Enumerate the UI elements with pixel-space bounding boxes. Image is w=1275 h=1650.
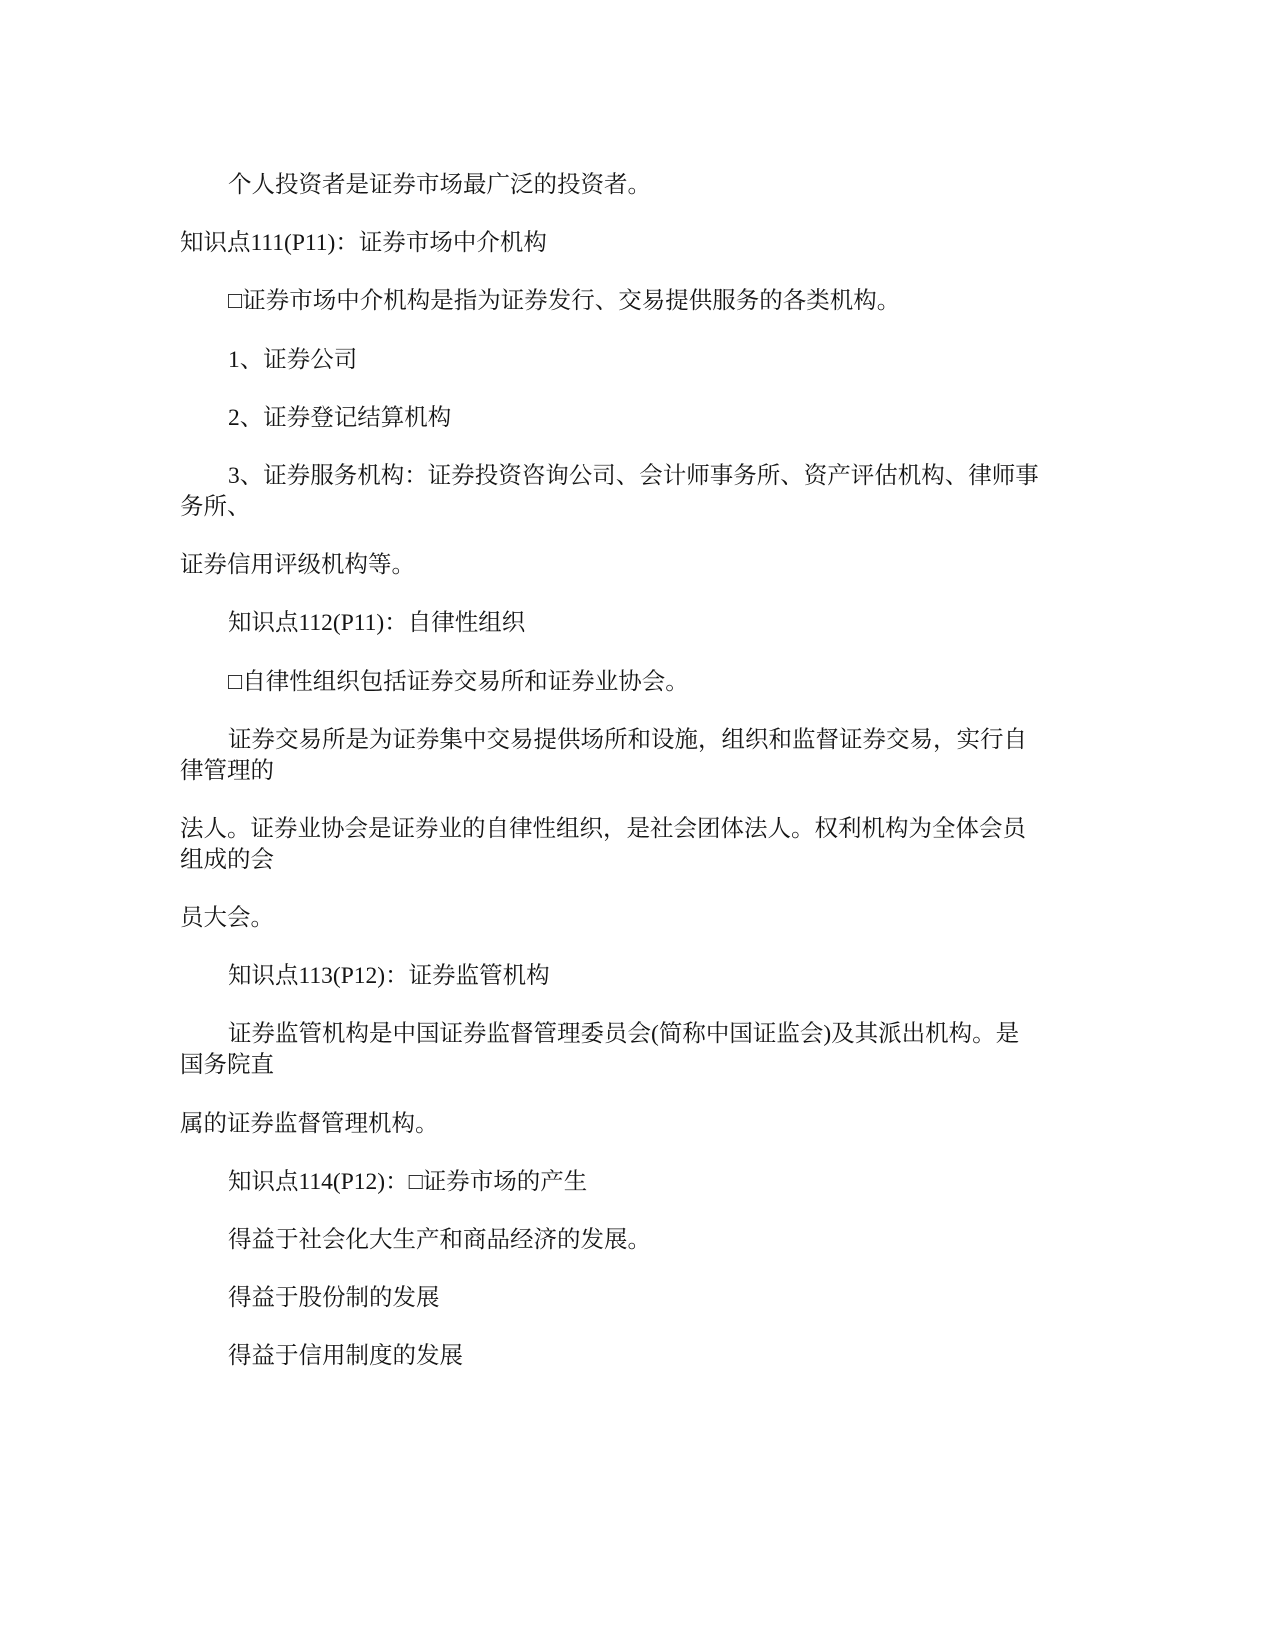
text-line: 组成的会 <box>180 846 274 873</box>
paragraph <box>180 550 1275 581</box>
list-item <box>180 461 1275 523</box>
section-heading <box>180 1167 1275 1198</box>
paragraph <box>180 814 1275 876</box>
list-item <box>180 403 1275 434</box>
text-line: 国务院直 <box>180 1052 274 1079</box>
list-item <box>180 345 1275 376</box>
heading-line: 知识点111(P11)：证券市场中介机构 <box>180 230 547 257</box>
text-line: 得益于信用制度的发展 <box>228 1343 463 1370</box>
text-line: 证券信用评级机构等。 <box>180 552 415 579</box>
paragraph <box>180 286 1275 317</box>
paragraph <box>180 1109 1275 1140</box>
text-line: 2、证券登记结算机构 <box>228 404 452 431</box>
text-line: 务所、 <box>180 493 251 520</box>
paragraph <box>180 1225 1275 1256</box>
paragraph <box>180 1283 1275 1314</box>
text-line: 得益于股份制的发展 <box>228 1285 440 1312</box>
text-line: □自律性组织包括证券交易所和证券业协会。 <box>228 668 689 695</box>
paragraph <box>180 903 1275 934</box>
paragraph <box>180 667 1275 698</box>
paragraph <box>180 725 1275 787</box>
text-line: 得益于社会化大生产和商品经济的发展。 <box>228 1227 651 1253</box>
section-heading <box>180 228 1275 259</box>
section-heading <box>180 961 1275 992</box>
text-line: 个人投资者是证券市场最广泛的投资者。 <box>228 172 651 198</box>
paragraph <box>180 1341 1275 1372</box>
paragraph <box>180 1019 1275 1081</box>
paragraph <box>180 170 1275 201</box>
text-line: 员大会。 <box>180 905 274 932</box>
heading-line: 知识点114(P12)：□证券市场的产生 <box>228 1168 588 1195</box>
text-line: 证券监管机构是中国证券监督管理委员会(简称中国证监会)及其派出机构。是 <box>228 1021 1020 1048</box>
text-line: 属的证券监督管理机构。 <box>180 1110 439 1137</box>
text-line: 3、证券服务机构：证券投资咨询公司、会计师事务所、资产评估机构、律师事 <box>228 462 1039 489</box>
section-heading <box>180 608 1275 639</box>
text-line: □证券市场中介机构是指为证券发行、交易提供服务的各类机构。 <box>228 288 901 315</box>
text-line: 1、证券公司 <box>228 346 358 373</box>
text-line: 律管理的 <box>180 757 274 784</box>
text-line: 法人。证券业协会是证券业的自律性组织，是社会团体法人。权利机构为全体会员 <box>180 815 1026 842</box>
heading-line: 知识点112(P11)：自律性组织 <box>228 610 526 637</box>
text-line: 证券交易所是为证券集中交易提供场所和设施，组织和监督证券交易，实行自 <box>228 726 1027 753</box>
heading-line: 知识点113(P12)：证券监管机构 <box>228 963 550 990</box>
